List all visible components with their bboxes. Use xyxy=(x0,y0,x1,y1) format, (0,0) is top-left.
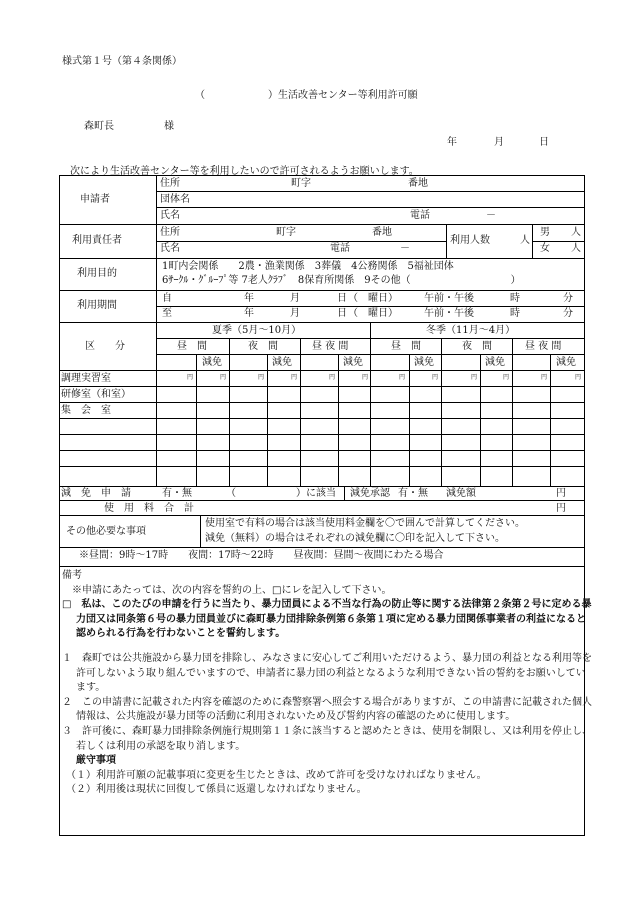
purpose-options-line1[interactable]: 1町内会関係 2農・漁業関係 3葬儀 4公務関係 5福祉団体 xyxy=(162,261,454,272)
row-divider xyxy=(59,290,584,291)
form-number: 様式第１号（第４条関係） xyxy=(62,56,182,67)
yen-mark: 円 xyxy=(329,374,336,381)
yen-mark: 円 xyxy=(291,374,298,381)
applicant-town-label: 町字 xyxy=(291,178,311,189)
period-from-hour[interactable]: 時 xyxy=(510,293,520,304)
responsible-phone-label: 電話 xyxy=(330,243,350,254)
responsible-name-label: 氏名 xyxy=(160,243,180,254)
winter-allday-header: 昼 夜 間 xyxy=(525,341,562,352)
addressee-name: 森町長 xyxy=(84,121,114,132)
date-month[interactable]: 月 xyxy=(494,137,504,148)
row-divider xyxy=(532,241,584,242)
row-divider xyxy=(156,306,584,307)
period-to-ampm[interactable]: 午前・午後 xyxy=(424,308,474,319)
applicant-lot-label: 番地 xyxy=(408,178,428,189)
pledge-checkbox-text[interactable]: □ 私は、このたびの申請を行うに当たり、暴力団員による不当な行為の防止等に関する法律第２条第２号に定める暴力団又は同条第６号の暴力団員並びに森町暴力団排除条例第６条第１項に定める暴力団関係事業者の利益になると認められる行為を行わないことを誓約します。 xyxy=(62,599,592,640)
exemption-approval-yesno[interactable]: 有・無 xyxy=(398,488,428,499)
room-training: 研修室（和室） xyxy=(61,389,131,400)
male-label: 男 xyxy=(540,227,550,238)
yen-mark: 円 xyxy=(220,374,227,381)
period-from-ampm[interactable]: 午前・午後 xyxy=(424,293,474,304)
row-divider xyxy=(59,515,584,516)
applicant-phone-label: 電話 xyxy=(410,210,430,221)
col-divider xyxy=(229,338,230,486)
row-divider xyxy=(59,386,584,387)
period-to-month[interactable]: 月 xyxy=(290,308,300,319)
notes-section xyxy=(62,569,594,798)
period-to: 至 xyxy=(162,308,172,319)
responsible-town-label: 町字 xyxy=(276,227,296,238)
rule-1: （１）利用許可願の記載事項に変更を生じたときは、改めて許可を受けなければなりません。 xyxy=(66,769,487,781)
applicant-group-label: 団体名 xyxy=(160,194,190,205)
time-definition-note: ※昼間：9時～17時 夜間：17時～22時 昼夜間：昼間～夜間にわたる場合 xyxy=(79,550,444,561)
room-cooking: 調理実習室 xyxy=(61,373,111,384)
note-item-1: １ 森町では公共施設から暴力団を排除し、みなさまに安心してご利用いただけるよう、暴力団の利益となる利用等を許可しないよう取り組んでいますので、申請者に暴力団の利益となるような利用できない旨の誓約をお願いしています。 xyxy=(62,652,592,694)
row-divider xyxy=(59,224,584,225)
fee-total-label: 使 用 料 合 計 xyxy=(104,503,194,514)
yen-mark: 円 xyxy=(187,374,194,381)
notes-heading: 備考 xyxy=(62,570,82,581)
col-divider xyxy=(370,322,371,486)
col-divider xyxy=(200,515,201,547)
applicant-label: 申請者 xyxy=(80,194,110,205)
period-from-weekday[interactable]: （ 曜日） xyxy=(348,293,398,304)
responsible-lot-label: 番地 xyxy=(372,227,392,238)
col-divider xyxy=(441,338,442,486)
yen-mark: 円 xyxy=(471,374,478,381)
row-divider xyxy=(156,207,584,208)
form-title: ）生活改善センター等利用許可願 xyxy=(268,90,418,101)
addressee-honorific: 様 xyxy=(164,121,174,132)
period-to-weekday[interactable]: （ 曜日） xyxy=(348,308,398,319)
male-unit: 人 xyxy=(571,227,581,238)
row-divider xyxy=(59,434,584,435)
applicant-address-label: 住所 xyxy=(160,178,180,189)
row-divider xyxy=(59,370,584,371)
col-divider xyxy=(156,322,157,486)
period-from-day[interactable]: 日 xyxy=(337,293,347,304)
yen-mark: 円 xyxy=(541,374,548,381)
row-divider xyxy=(156,338,584,339)
row-divider xyxy=(156,191,584,192)
other-label: その他必要な事項 xyxy=(66,526,146,537)
period-to-hour[interactable]: 時 xyxy=(510,308,520,319)
row-divider xyxy=(156,354,584,355)
rules-heading: 厳守事項 xyxy=(76,755,116,767)
responsible-label: 利用責任者 xyxy=(72,235,122,246)
summer-night-exempt: 減免 xyxy=(272,357,292,368)
purpose-label: 利用目的 xyxy=(77,268,117,279)
row-divider xyxy=(59,258,584,259)
summer-day-header: 昼 間 xyxy=(177,341,207,352)
row-divider xyxy=(59,486,584,487)
yen-mark: 円 xyxy=(432,374,439,381)
row-divider xyxy=(59,500,584,501)
user-count-label: 利用人数 xyxy=(450,235,490,246)
fee-total-yen: 円 xyxy=(556,503,566,514)
period-from-year[interactable]: 年 xyxy=(244,293,254,304)
col-divider xyxy=(512,338,513,486)
female-unit: 人 xyxy=(571,243,581,254)
winter-night-header: 夜 間 xyxy=(462,341,492,352)
period-from: 自 xyxy=(162,293,172,304)
category-label: 区 分 xyxy=(85,341,125,352)
summer-day-exempt: 減免 xyxy=(202,357,222,368)
exemption-approval-label: 減免承認 xyxy=(350,488,390,499)
intro-text: 次により生活改善センター等を利用したいので許可されるようお願いします。 xyxy=(70,166,419,177)
rule-2: （２）利用後は現状に回復して係員に返還しなければなりません。 xyxy=(66,784,367,796)
exemption-amount-label: 減免額 xyxy=(446,488,476,499)
responsible-phone-dash: － xyxy=(400,243,410,254)
exemption-label: 減 免 申 請 xyxy=(61,488,131,499)
winter-header: 冬季（11月～4月） xyxy=(426,325,516,336)
female-label: 女 xyxy=(540,243,550,254)
date-year[interactable]: 年 xyxy=(447,137,457,148)
title-paren-open: （ xyxy=(195,90,205,101)
yen-mark: 円 xyxy=(399,374,406,381)
note-item-3: ３ 許可後に、森町暴力団排除条例施行規則第１１条に該当すると認めたときは、使用を制限し、又は利用を停止し、若しくは利用の承認を取り消します。 xyxy=(62,725,592,752)
period-from-month[interactable]: 月 xyxy=(290,293,300,304)
yen-mark: 円 xyxy=(503,374,510,381)
winter-day-exempt: 減免 xyxy=(414,357,434,368)
row-divider xyxy=(59,547,584,548)
col-divider xyxy=(344,486,345,500)
yen-mark: 円 xyxy=(362,374,369,381)
other-instruction-1: 使用室で有料の場合は該当使用料金欄を〇で囲んで計算してください。 xyxy=(205,518,525,529)
exemption-amount-yen: 円 xyxy=(556,488,566,499)
other-instruction-2: 減免（無料）の場合はそれぞれの減免欄に〇印を記入して下さい。 xyxy=(205,533,505,544)
summer-night-header: 夜 間 xyxy=(248,341,278,352)
yen-mark: 円 xyxy=(258,374,265,381)
period-label: 利用期間 xyxy=(77,300,117,311)
period-to-minute[interactable]: 分 xyxy=(563,308,573,319)
period-to-day[interactable]: 日 xyxy=(337,308,347,319)
summer-allday-exempt: 減免 xyxy=(343,357,363,368)
row-divider xyxy=(59,418,584,419)
col-divider xyxy=(156,175,157,322)
exemption-reason[interactable]: （ ）に該当 xyxy=(226,488,336,499)
col-divider xyxy=(300,338,301,486)
applicant-phone-dash: － xyxy=(486,210,496,221)
purpose-options-line2[interactable]: 6ｻｰｸﾙ・ｸﾞﾙｰﾌﾟ等 7老人ｸﾗﾌﾞ 8保育所関係 9その他（ ） xyxy=(162,275,521,286)
winter-day-header: 昼 間 xyxy=(391,341,421,352)
row-divider xyxy=(59,450,584,451)
user-count-unit: 人 xyxy=(520,235,530,246)
period-from-minute[interactable]: 分 xyxy=(563,293,573,304)
winter-allday-exempt: 減免 xyxy=(556,357,576,368)
summer-allday-header: 昼 夜 間 xyxy=(312,341,349,352)
summer-header: 夏季（5月～10月） xyxy=(212,325,302,336)
winter-night-exempt: 減免 xyxy=(485,357,505,368)
row-divider xyxy=(59,466,584,467)
date-day[interactable]: 日 xyxy=(539,137,549,148)
exemption-yesno[interactable]: 有・無 xyxy=(162,488,192,499)
applicant-name-label: 氏名 xyxy=(160,210,180,221)
period-to-year[interactable]: 年 xyxy=(244,308,254,319)
yen-mark: 円 xyxy=(575,374,582,381)
row-divider xyxy=(156,241,446,242)
responsible-address-label: 住所 xyxy=(160,227,180,238)
note-item-2: ２ この申請書に記載された内容を確認のために森警察署へ照会する場合がありますが、この申請書に記載された個人情報は、公共施設が暴力団等の活動に利用されないため及び誓約内容の確認のために使用します。 xyxy=(62,696,592,723)
col-divider xyxy=(446,224,447,258)
check-instruction: ※申請にあたっては、次の内容を誓約の上、□にレを記入して下さい。 xyxy=(72,584,392,596)
row-divider xyxy=(59,322,584,323)
room-meeting: 集 会 室 xyxy=(61,405,111,416)
row-divider xyxy=(59,402,584,403)
